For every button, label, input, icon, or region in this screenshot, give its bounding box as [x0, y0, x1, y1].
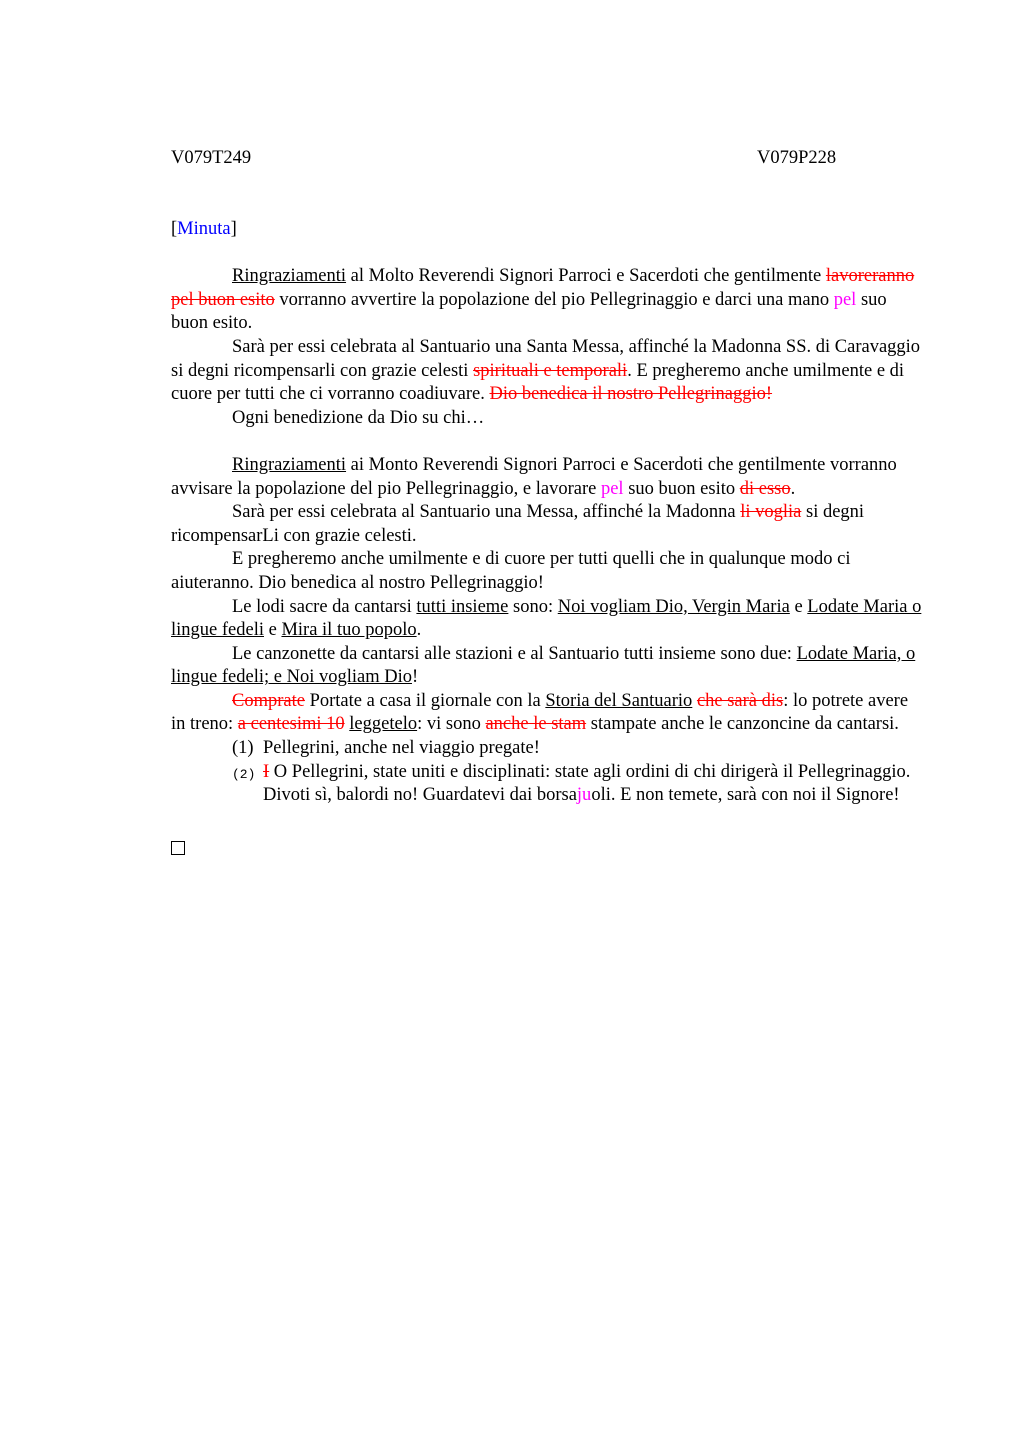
underlined-text: leggetelo [349, 714, 418, 735]
block2-paragraph-2: Sarà per essi celebrata al Santuario una Messa, affinché la Madonna li voglia si degni ricompensarLi con grazie celesti. [171, 502, 865, 546]
underlined-text: Mira il tuo popolo [281, 620, 417, 641]
underlined-text: Noi vogliam Dio, Vergin Maria [557, 596, 790, 617]
inserted-text: pel [600, 478, 624, 499]
list-item: (2) I O Pellegrini, state uniti e disciplinati: state agli ordini di chi dirigerà il Pellegrinaggio. Divoti sì, balordi no! Guardatevi dai borsajuoli. E non temete, sarà con noi il Signore! [232, 761, 911, 806]
deleted-text: I [263, 761, 270, 782]
underlined-text: Lodate Maria, o lingue fedeli; e Noi vogliam Dio [171, 643, 916, 688]
block1-paragraph-1: Ringraziamenti al Molto Reverendi Signori Parroci e Sacerdoti che gentilmente lavoreranno pel buon esito vorranno avvertire la popolazione del pio Pellegrinaggio e darci una mano pel suo buon esito. [171, 266, 915, 334]
block1-paragraph-2: Sarà per essi celebrata al Santuario una Santa Messa, affinché la Madonna SS. di Caravaggio si degni ricompensarli con grazie celesti spirituali e temporali. E pregheremo anche umilmente e di cuore per tutti che ci vorranno coadiuvare. Dio benedica il nostro Pellegrinaggio! [171, 336, 921, 405]
block2-paragraph-6: Comprate Portate a casa il giornale con la Storia del Santuario che sarà dis: lo potrete avere in treno: a centesimi 10 leggetelo: vi sono anche le stam stampate anche le canzoncine da cantarsi. [171, 690, 909, 735]
minuta-label: [Minuta] [171, 219, 237, 239]
underlined-text: tutti insieme [416, 596, 509, 617]
underlined-text: Ringraziamenti [232, 454, 347, 475]
deleted-text: lavoreranno pel buon esito [171, 266, 915, 310]
underlined-text: Lodate Maria o lingue fedeli [171, 596, 922, 641]
inserted-text: pel [833, 289, 857, 310]
block2-paragraph-1: Ringraziamenti ai Monto Reverendi Signori Parroci e Sacerdoti che gentilmente vorranno avvisare la popolazione del pio Pellegrinaggio, e lavorare pel suo buon esito di esso. [171, 454, 897, 499]
spacer [171, 430, 926, 454]
deleted-text: di esso [739, 478, 791, 499]
header-right-code: V079P228 [757, 148, 837, 168]
deleted-text: anche le stam [485, 714, 587, 735]
deleted-text: a centesimi 10 [237, 714, 345, 735]
list-number: (2) [232, 766, 256, 782]
block2-paragraph-3: E pregheremo anche umilmente e di cuore per tutti quelli che in qualunque modo ci aiuteranno. Dio benedica al nostro Pellegrinaggio! [171, 549, 851, 593]
deleted-text: che sarà dis [696, 690, 784, 711]
block2-paragraph-4: Le lodi sacre da cantarsi tutti insieme sono: Noi vogliam Dio, Vergin Maria e Lodate Maria o lingue fedeli e Mira il tuo popolo. [171, 596, 922, 641]
document-body [171, 218, 926, 863]
minuta-label-text: Minuta [177, 219, 231, 239]
deleted-text: li voglia [740, 502, 802, 523]
spacer [171, 242, 926, 266]
block2-paragraph-5: Le canzonette da cantarsi alle stazioni e al Santuario tutti insieme sono due: Lodate Maria, o lingue fedeli; e Noi vogliam Dio! [171, 643, 916, 688]
deleted-text: spirituali e temporali [473, 360, 628, 381]
underlined-text: Ringraziamenti [232, 266, 347, 287]
deleted-text: Dio benedica il nostro Pellegrinaggio! [489, 384, 773, 405]
list-number: (1) [232, 738, 254, 759]
header-left-code: V079T249 [171, 148, 252, 168]
deleted-text: Comprate [232, 690, 305, 711]
checkbox-square-icon [171, 841, 185, 855]
underlined-text: Storia del Santuario [545, 690, 693, 711]
spacer [171, 808, 926, 832]
inserted-text: ju [576, 785, 592, 806]
list-item: (1) Pellegrini, anche nel viaggio pregate! [171, 737, 926, 761]
block1-paragraph-3: Ogni benedizione da Dio su chi… [232, 407, 485, 428]
